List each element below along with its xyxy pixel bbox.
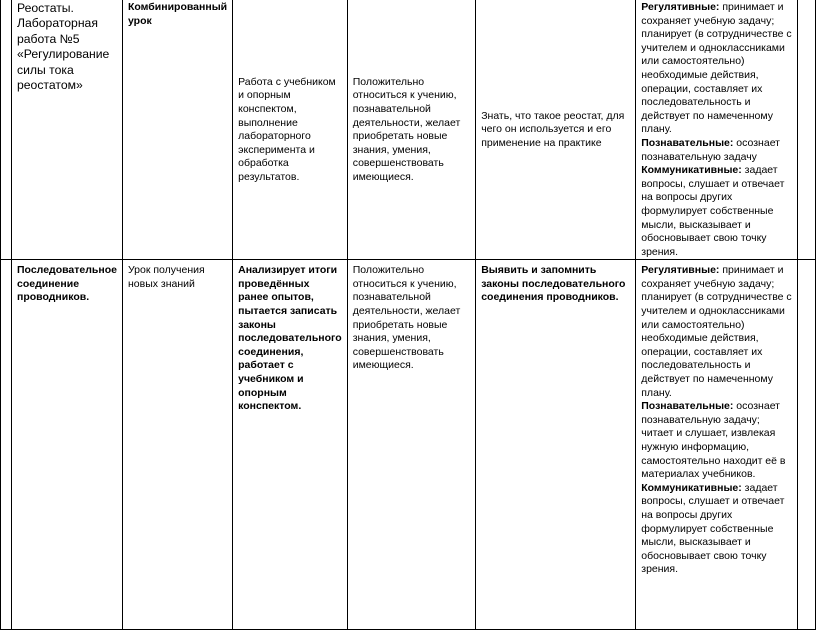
activity-cell: Анализирует итоги проведённых ранее опытов, пытается записать законы последовательного соединения, работает с учебником и опорным конспектом.: [233, 260, 348, 630]
activity-cell: Работа с учебником и опорным конспектом, выполнение лабораторного эксперимента и обработка результатов.: [233, 0, 348, 260]
blank-cell: [797, 260, 815, 630]
uud-cognitive: Познавательные: осознает познавательную задачу; читает и слушает, извлекая нужную информацию, самостоятельно находит её в материалах учебников.: [641, 400, 786, 481]
uud-communicative: Коммуникативные: задает вопросы, слушает и отвечает на вопросы других формулирует собственные мысли, высказывает и обосновывает свою точку зрения.: [641, 164, 785, 258]
personal-result-cell: Положительно относиться к учению, познавательной деятельности, желает приобретать новые знания, умения, совершенствовать имеющиеся.: [347, 0, 475, 260]
blank-cell: [797, 0, 815, 260]
table-row: [1, 0, 816, 260]
uud-regulative: Регулятивные: принимает и сохраняет учебную задачу; планирует (в сотрудничестве с учителем и одноклассниками или самостоятельно) необходимые действия, операции, составляет их последовательность и действует по намеченному плану.: [641, 1, 792, 136]
uud-cognitive: Познавательные: осознает познавательную задачу: [641, 136, 780, 163]
topic-cell: Реостаты. Лабораторная работа №5 «Регулирование силы тока реостатом»: [12, 0, 123, 260]
uud-cell: [636, 0, 798, 260]
uud-regulative: Регулятивные: принимает и сохраняет учебную задачу; планирует (в сотрудничестве с учителем и одноклассниками или самостоятельно) необходимые действия, операции, составляет их последовательность и действует по намеченному плану.: [641, 264, 792, 399]
lesson-type-cell: Урок получения новых знаний: [122, 260, 232, 630]
table-row: [1, 260, 816, 630]
blank-cell: [1, 0, 12, 260]
subject-result-cell: Выявить и запомнить законы последовательного соединения проводников.: [476, 260, 636, 630]
blank-cell: [1, 260, 12, 630]
lesson-type-cell: Комбинированный урок: [122, 0, 232, 260]
uud-communicative: Коммуникативные: задает вопросы, слушает и отвечает на вопросы других формулирует собственные мысли, высказывает и обосновывает свою точку зрения.: [641, 481, 785, 576]
personal-result-cell: Положительно относиться к учению, познавательной деятельности, желает приобретать новые знания, умения, совершенствовать имеющиеся.: [347, 260, 475, 630]
uud-cell: [636, 260, 798, 630]
topic-cell: Последовательное соединение проводников.: [12, 260, 123, 630]
subject-result-cell: Знать, что такое реостат, для чего он используется и его применение на практике: [476, 0, 636, 260]
